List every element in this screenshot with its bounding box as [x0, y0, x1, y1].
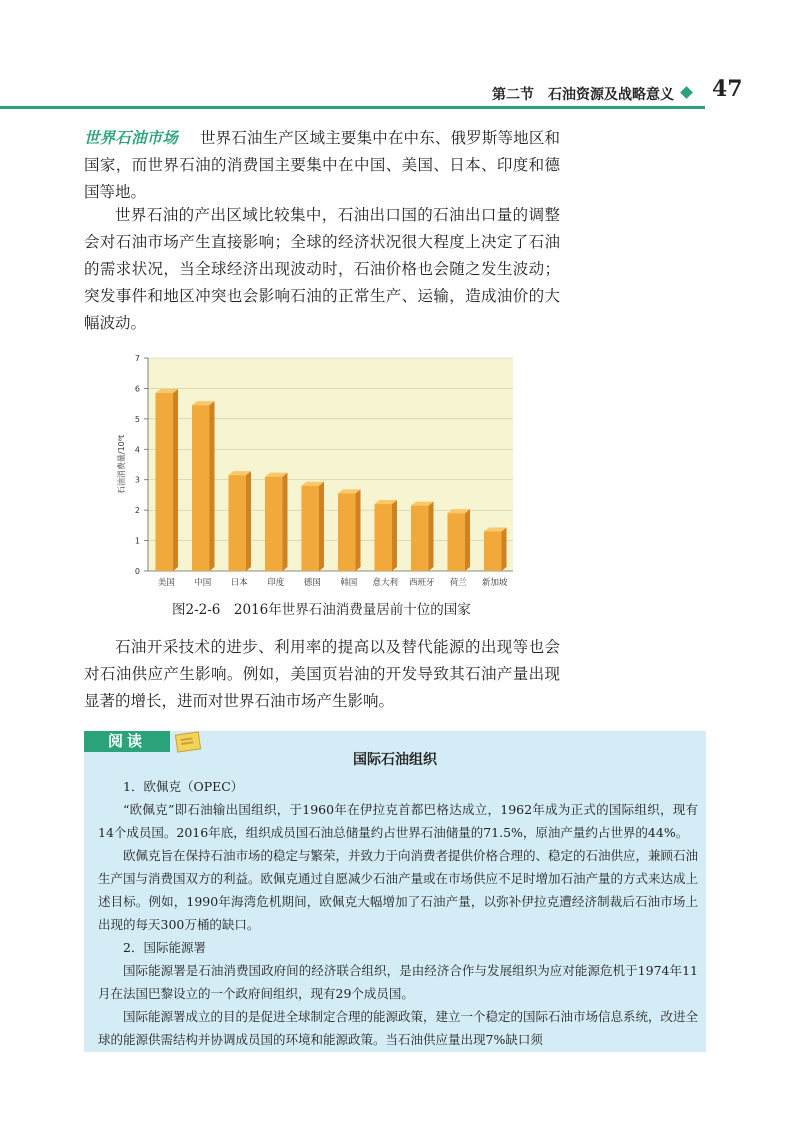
y-tick-label: 4: [134, 445, 140, 455]
x-tick-label: 日本: [230, 578, 248, 588]
x-tick-label: 新加坡: [481, 578, 508, 588]
y-tick-label: 3: [134, 475, 140, 485]
bar-side: [429, 502, 434, 571]
bar-side: [502, 527, 507, 571]
y-tick-label: 7: [134, 354, 140, 363]
bar: [301, 486, 319, 571]
page-header: [0, 78, 800, 112]
page-number: 47: [712, 76, 743, 102]
section-number: 第二节: [492, 87, 534, 103]
bar-side: [173, 389, 178, 571]
y-tick-label: 5: [134, 414, 140, 424]
bar-side: [319, 482, 324, 571]
intro-text: 世界石油生产区域主要集中在中东、俄罗斯等地区和国家，而世界石油的消费国主要集中在中国、美国、日本、印度和德国等地。: [84, 129, 560, 201]
intro-heading: 世界石油市场: [84, 129, 178, 147]
reading-tag: 阅读: [84, 731, 170, 752]
x-tick-label: 荷兰: [449, 578, 467, 588]
bar: [228, 475, 246, 571]
y-tick-label: 1: [134, 536, 140, 546]
bar-side: [210, 401, 215, 571]
bar: [447, 513, 465, 571]
section-title: 石油资源及战略意义: [548, 87, 674, 103]
bar: [192, 405, 210, 571]
x-tick-label: 意大利: [372, 578, 399, 588]
y-tick-label: 6: [134, 384, 140, 394]
reading-line: 国际能源署成立的目的是促进全球制定合理的能源政策，建立一个稳定的国际石油市场信息系统，改进全球的能源供需结构并协调成员国的环境和能源政策。当石油供应量出现7%缺口须: [98, 1009, 699, 1047]
oil-consumption-chart: [108, 348, 528, 600]
x-tick-label: 韩国: [340, 578, 358, 588]
bar-side: [246, 471, 251, 571]
chart-svg: [108, 348, 528, 600]
figure-caption: 图2-2-6 2016年世界石油消费量居前十位的国家: [172, 602, 471, 618]
x-tick-label: 印度: [267, 578, 285, 588]
bar: [265, 477, 283, 571]
x-tick-label: 美国: [157, 578, 175, 588]
header-rule: [0, 106, 705, 109]
x-tick-label: 中国: [194, 578, 212, 588]
reading-line: 欧佩克旨在保持石油市场的稳定与繁荣，并致力于向消费者提供价格合理的、稳定的石油供应，兼顾石油生产国与消费国双方的利益。欧佩克通过自愿减少石油产量或在市场供应不足时增加石油产量的方式来达成上述目标。例如，1990年海湾危机期间，欧佩克大幅增加了石油产量，以弥补伊拉克遭经济制裁后石油市场上出现的每天300万桶的缺口。: [98, 848, 699, 932]
bar-side: [283, 473, 288, 571]
reading-line: 国际能源署是石油消费国政府间的经济联合组织，是由经济合作与发展组织为应对能源危机于1974年11月在法国巴黎设立的一个政府间组织，现有29个成员国。: [98, 963, 698, 1001]
bar: [374, 504, 392, 571]
reading-line: “欧佩克”即石油输出国组织，于1960年在伊拉克首都巴格达成立，1962年成为正式的国际组织，现有14个成员国。2016年底，组织成员国石油总储量约占世界石油储量的71.5%，原油产量约占世界的44%。: [98, 802, 698, 840]
bar: [411, 506, 429, 571]
bar-side: [465, 509, 470, 571]
reading-title: 国际石油组织: [353, 752, 437, 768]
y-tick-label: 2: [134, 506, 140, 516]
x-tick-label: 西班牙: [408, 578, 435, 588]
reading-box: [84, 731, 706, 1052]
diamond-icon: [680, 86, 693, 99]
reading-line: 2．国际能源署: [123, 940, 206, 955]
bar: [484, 531, 502, 571]
y-axis-label: 石油消费量/10⁸t: [117, 434, 126, 495]
y-tick-label: 0: [134, 567, 140, 576]
x-tick-label: 德国: [303, 578, 321, 588]
market-paragraph: 世界石油的产出区域比较集中，石油出口国的石油出口量的调整会对石油市场产生直接影响；全球的经济状况很大程度上决定了石油的需求状况，当全球经济出现波动时，石油价格也会随之发生波动；突发事件和地区冲突也会影响石油的正常生产、运输，造成油价的大幅波动。: [84, 206, 560, 332]
bar-side: [392, 500, 397, 571]
reading-line: 1．欧佩克（OPEC）: [123, 779, 244, 794]
bar: [155, 393, 173, 571]
bar-side: [356, 489, 361, 571]
technology-paragraph: 石油开采技术的进步、利用率的提高以及替代能源的出现等也会对石油供应产生影响。例如，美国页岩油的开发导致其石油产量出现显著的增长，进而对世界石油市场产生影响。: [84, 638, 560, 710]
reading-body: [98, 775, 698, 1051]
bar: [338, 493, 356, 571]
intro-paragraph: [84, 125, 560, 206]
